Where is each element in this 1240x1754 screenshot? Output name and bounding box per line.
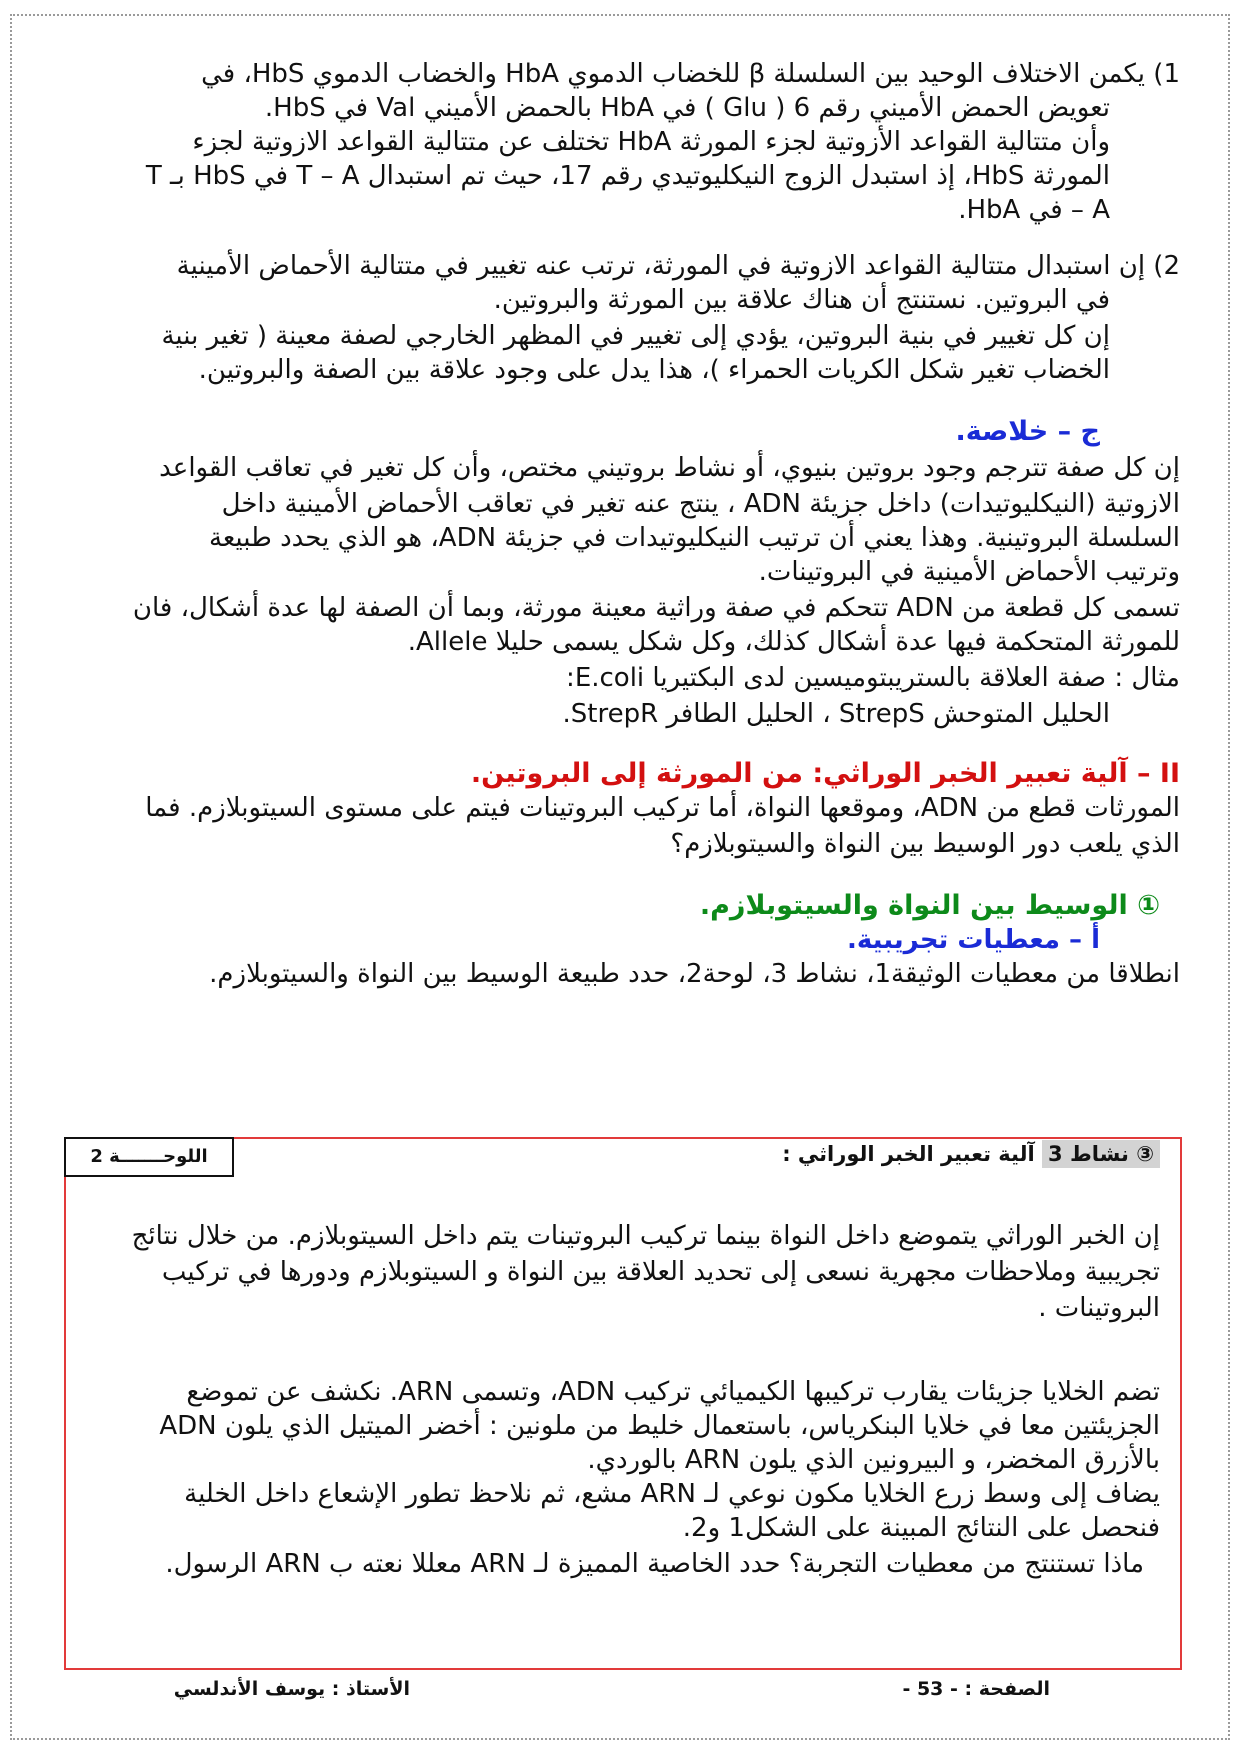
summary-line-4: وترتيب الأحماض الأمينية في البروتينات. <box>758 557 1180 587</box>
sub1-title: ① الوسيط بين النواة والسيتوبلازم. <box>699 890 1160 921</box>
summary-line-1: إن كل صفة تترجم وجود بروتين بنيوي، أو نشاط بروتيني مختص، وأن كل تغير في تعاقب القواعد <box>159 453 1180 483</box>
section2-line-1: المورثات قطع من ADN، وموقعها النواة، أما تركيب البروتينات فيتم على مستوى السيتوبلازم. فما <box>145 793 1180 823</box>
activity-para2-line-2: الجزيئتين معا في خلايا البنكرياس، باستعمال خليط من ملونين : أخضر الميتيل الذي يلون ADN <box>159 1411 1160 1441</box>
activity-badge: ③ نشاط 3 <box>1042 1140 1160 1168</box>
p1-line-4: المورثة HbS، إذ استبدل الزوج النيكليوتيدي رقم 17، حيث تم استبدال T – A في HbS بـ T <box>145 161 1110 191</box>
p2-line-2: في البروتين. نستنتج أن هناك علاقة بين المورثة والبروتين. <box>493 285 1110 315</box>
p1-line-2: تعويض الحمض الأميني رقم 6 ( Glu ) في HbA بالحمض الأميني Val في HbS. <box>264 93 1110 123</box>
summary-line-7: مثال : صفة العلاقة بالستريبتوميسين لدى البكتيريا E.coli: <box>566 663 1180 693</box>
summary-line-5: تسمى كل قطعة من ADN تتحكم في صفة وراثية معينة مورثة، وبما أن الصفة لها عدة أشكال، فان <box>132 593 1180 623</box>
activity-para2-line-1: تضم الخلايا جزيئات يقارب تركيبها الكيميائي تركيب ADN، وتسمى ARN. نكشف عن تموضع <box>186 1377 1160 1407</box>
summary-title: ج – خلاصة. <box>955 416 1100 447</box>
sub1a-text: انطلاقا من معطيات الوثيقة1، نشاط 3، لوحة2، حدد طبيعة الوسيط بين النواة والسيتوبلازم. <box>209 959 1180 989</box>
activity-para1-line-2: تجريبية وملاحظات مجهرية نسعى إلى تحديد العلاقة بين النواة و السيتوبلازم ودورها في تركيب <box>161 1257 1160 1287</box>
plate-label: اللوحـــــــة 2 <box>64 1137 234 1177</box>
summary-line-6: للمورثة المتحكمة فيها عدة أشكال كذلك، وكل شكل يسمى حليلا Allele. <box>407 627 1180 657</box>
section2-line-2: الذي يلعب دور الوسيط بين النواة والسيتوبلازم؟ <box>670 829 1180 859</box>
sub1a-title: أ – معطيات تجريبية. <box>847 925 1100 955</box>
p2-line-4: الخضاب تغير شكل الكريات الحمراء )، هذا يدل على وجود علاقة بين الصفة والبروتين. <box>198 355 1110 385</box>
summary-line-3: السلسلة البروتينية. وهذا يعني أن ترتيب النيكليوتيدات في جزيئة ADN، هو الذي يحدد طبيعة <box>208 523 1180 553</box>
footer-page-number: الصفحة : - 53 - <box>902 1678 1050 1700</box>
activity-title: آلية تعبير الخبر الوراثي : <box>782 1142 1035 1166</box>
summary-line-2: الازوتية (النيكليوتيدات) داخل جزيئة ADN ، ينتج عنه تغير في تعاقب الأحماض الأمينية داخل <box>221 489 1180 519</box>
footer-teacher: الأستاذ : يوسف الأندلسي <box>173 1678 410 1700</box>
activity-heading <box>782 1142 1160 1166</box>
section2-title: II – آلية تعبير الخبر الوراثي: من المورثة إلى البروتين. <box>470 758 1180 789</box>
summary-line-8: الحليل المتوحش StrepS ، الحليل الطافر StrepR. <box>562 699 1110 729</box>
activity-para2-line-5: فنحصل على النتائج المبينة على الشكل1 و2. <box>682 1513 1160 1543</box>
p2-line-1: 2) إن استبدال متتالية القواعد الازوتية في المورثة، ترتب عنه تغيير في متتالية الأحماض الأمينية <box>176 251 1180 281</box>
activity-para1-line-1: إن الخبر الوراثي يتموضع داخل النواة بينما تركيب البروتينات يتم داخل السيتوبلازم. من خلال نتائج <box>131 1221 1160 1251</box>
p1-line-1: 1) يكمن الاختلاف الوحيد بين السلسلة β للخضاب الدموي HbA والخضاب الدموي HbS، في <box>201 59 1180 89</box>
activity-para1-line-3: البروتينات . <box>1038 1293 1160 1323</box>
activity-para2-line-6: ماذا تستنتج من معطيات التجربة؟ حدد الخاصية المميزة لـ ARN معللا نعته ب ARN الرسول. <box>165 1549 1144 1579</box>
p1-line-3: وأن متتالية القواعد الأزوتية لجزء المورثة HbA تختلف عن متتالية القواعد الازوتية لجزء <box>192 127 1110 157</box>
p2-line-3: إن كل تغيير في بنية البروتين، يؤدي إلى تغيير في المظهر الخارجي لصفة معينة ( تغير بنية <box>161 321 1110 351</box>
p1-line-5: A – في HbA. <box>958 195 1110 225</box>
activity-para2-line-4: يضاف إلى وسط زرع الخلايا مكون نوعي لـ ARN مشع، ثم نلاحظ تطور الإشعاع داخل الخلية <box>184 1479 1160 1509</box>
activity-para2-line-3: بالأزرق المخضر، و البيرونين الذي يلون ARN بالوردي. <box>587 1445 1160 1475</box>
